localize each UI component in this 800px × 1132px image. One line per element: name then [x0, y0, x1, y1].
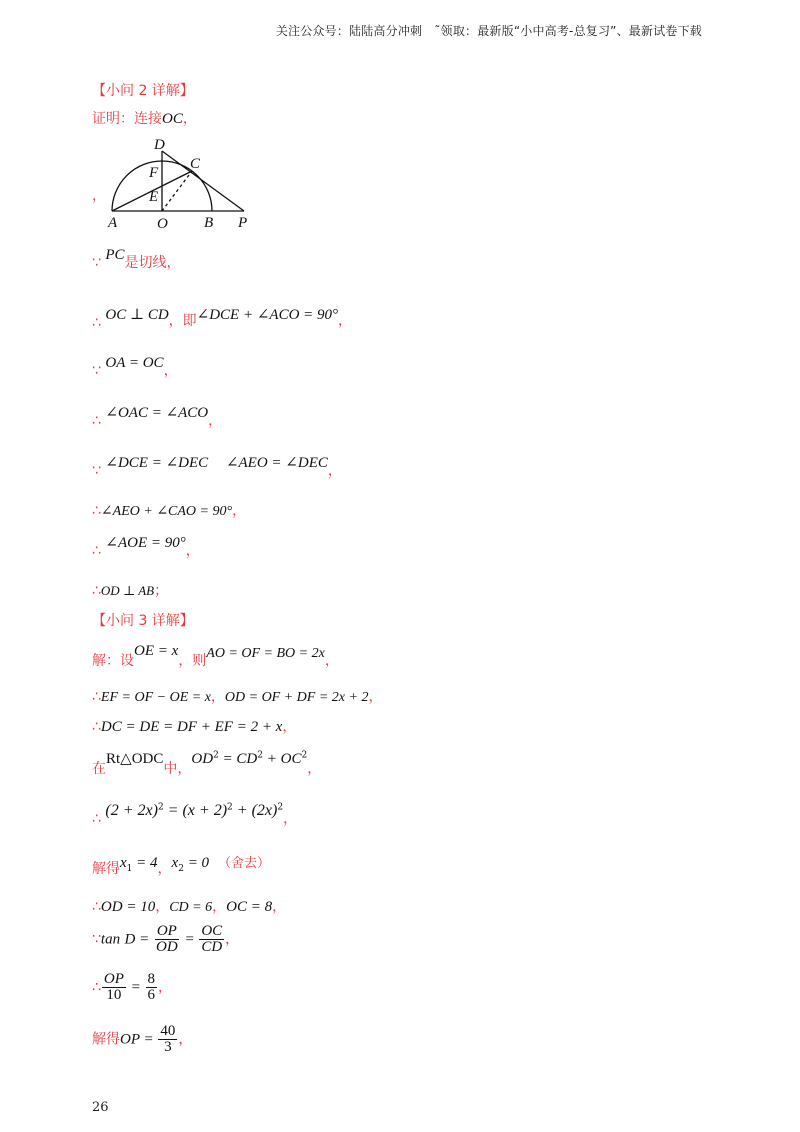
part3-title: 【小问 3 详解】	[92, 613, 194, 629]
step-perpendicular-end: ，	[338, 313, 353, 329]
numerator: 8	[147, 971, 156, 987]
sol-roots-prefix: 解得	[92, 861, 120, 877]
sol-equation	[92, 800, 298, 827]
step-angle-oac	[92, 402, 223, 429]
page-number: 26	[92, 1100, 109, 1115]
step-tangent-text: 是切线，	[124, 255, 181, 271]
sol-roots-x2: x	[171, 855, 179, 871]
sol-let-expr2: AO = OF = BO = 2x	[206, 646, 325, 661]
therefore-symbol: ∴	[92, 543, 101, 559]
subscript-2: 2	[178, 863, 184, 874]
sol-result	[92, 1024, 192, 1055]
step-angle-aoe	[92, 532, 200, 559]
figure-comma: ，	[92, 188, 106, 204]
sol-tan-fn: tan	[100, 931, 121, 948]
segment-oc-dashed	[162, 171, 192, 211]
sol-pythagoras-end: ，	[307, 761, 322, 777]
therefore-symbol: ∴	[92, 315, 101, 331]
square-exponent: 2	[277, 802, 284, 813]
numerator: OC	[201, 923, 223, 939]
step-perpendicular-expr1: OC ⊥ CD	[105, 307, 169, 323]
sol-ef-sep: ，	[210, 689, 225, 705]
sol-tan	[92, 924, 239, 955]
sol-roots-sep: ，	[157, 861, 172, 877]
step-angle-sum-end: ，	[232, 503, 247, 519]
sol-result-expr: OP =	[120, 1031, 158, 1048]
sol-pythagoras-triangle: Rt△ODC	[106, 751, 164, 767]
step-angle-sum	[92, 500, 246, 520]
fraction-op-od	[154, 924, 180, 955]
step-angle-sum-expr: ∠AEO + ∠CAO = 90°	[100, 504, 233, 519]
therefore-symbol: ∴	[92, 811, 101, 827]
step-perpendicular-mid: ，即	[168, 313, 197, 329]
sol-pythagoras-od: OD	[191, 751, 214, 767]
therefore-symbol: ∴	[92, 583, 101, 599]
square-exponent: 2	[157, 802, 164, 813]
sol-result-end: ，	[178, 1031, 193, 1048]
because-symbol: ∵	[92, 255, 101, 271]
proof-prefix: 证明：连接	[92, 111, 162, 127]
sol-roots-x1: x	[120, 855, 127, 871]
sol-pythagoras	[92, 748, 322, 777]
step-angle-oac-end: ，	[208, 413, 223, 429]
sol-proportion-end: ，	[158, 979, 173, 996]
sol-values-cd: CD = 6	[169, 900, 213, 915]
square-exponent: 2	[301, 750, 308, 761]
label-a: A	[108, 215, 118, 231]
step-angle-aoe-end: ，	[185, 543, 200, 559]
sol-equation-left: (2 + 2x)	[105, 802, 158, 819]
proof-oc: OC	[162, 111, 183, 127]
sol-equation-mid2: + (2x)	[232, 802, 278, 819]
sol-values	[92, 896, 286, 916]
label-o: O	[157, 216, 168, 232]
therefore-symbol: ∴	[92, 719, 101, 735]
denominator: 3	[164, 1039, 172, 1055]
sol-dc-end: ，	[282, 719, 297, 735]
label-b: B	[204, 215, 214, 231]
step-oa-oc-end: ，	[163, 363, 178, 379]
sol-values-od: OD = 10	[100, 899, 156, 915]
numerator: OP	[103, 971, 124, 987]
step-tangent	[92, 247, 181, 272]
step-perpendicular	[92, 304, 353, 331]
sol-proportion	[92, 972, 172, 1003]
label-c: C	[190, 156, 201, 172]
therefore-symbol: ∴	[92, 503, 101, 519]
therefore-symbol: ∴	[92, 979, 101, 996]
square-exponent: 2	[257, 750, 263, 761]
sol-values-sep2: ，	[212, 899, 227, 915]
sol-dc	[92, 716, 296, 736]
label-e: E	[149, 189, 159, 205]
sol-roots	[92, 852, 270, 877]
segment-dp	[162, 151, 244, 211]
sol-dc-expr: DC = DE = DF + EF = 2 + x	[100, 719, 283, 735]
step-angle-aoe-expr: ∠AOE = 90°	[105, 535, 186, 551]
sol-let	[92, 640, 339, 669]
subscript-1: 1	[126, 863, 133, 874]
sol-tan-d: D =	[124, 931, 154, 948]
sol-ef	[92, 686, 382, 706]
square-exponent: 2	[227, 802, 233, 813]
denominator: CD	[201, 939, 223, 955]
sol-let-end: ，	[324, 653, 339, 669]
step-angle-oac-expr: ∠OAC = ∠ACO	[105, 405, 209, 421]
therefore-symbol: ∴	[92, 689, 101, 705]
page-header: 关注公众号：陆陆高分冲刺 ˜领取：最新版“小中高考-总复习”、最新试卷下载	[275, 24, 702, 38]
denominator: OD	[156, 939, 178, 955]
label-f: F	[149, 165, 159, 181]
numerator: OP	[156, 923, 177, 939]
fraction-oc-cd	[199, 924, 224, 955]
because-symbol: ∵	[92, 463, 101, 479]
sol-result-prefix: 解得	[92, 1031, 120, 1048]
step-perpendicular-expr2: ∠DCE + ∠ACO = 90°	[196, 307, 339, 323]
sol-pythagoras-cd: = CD	[218, 751, 258, 767]
fraction-40-3	[158, 1024, 177, 1055]
sol-pythagoras-oc: + OC	[263, 751, 302, 767]
step-od-ab-end: ；	[154, 583, 169, 599]
sol-roots-v1: = 4	[132, 855, 158, 871]
sol-equation-end: ，	[283, 811, 298, 827]
geometry-figure	[104, 135, 264, 235]
proof-intro	[92, 108, 197, 128]
step-angle-dce-expr1: ∠DCE = ∠DEC	[105, 455, 209, 471]
sol-values-sep3: ，	[272, 899, 287, 915]
denominator: 10	[106, 987, 122, 1003]
sol-roots-note: （舍去）	[217, 856, 270, 871]
equals-sign: =	[126, 979, 145, 996]
sol-ef-expr1: EF = OF − OE = x	[100, 690, 211, 705]
step-od-ab	[92, 580, 168, 600]
sol-ef-end: ，	[368, 689, 383, 705]
sol-let-prefix: 解：设	[92, 653, 134, 669]
numerator: 40	[160, 1023, 176, 1039]
fraction-op-10	[102, 972, 126, 1003]
square-exponent: 2	[213, 750, 219, 761]
sol-pythagoras-prefix: 在	[92, 761, 106, 777]
label-d: D	[154, 137, 165, 153]
sol-ef-expr2: OD = OF + DF = 2x + 2	[224, 690, 369, 705]
step-angle-dce-expr2: ∠AEO = ∠DEC	[225, 455, 328, 471]
step-angle-dce	[92, 452, 342, 479]
sol-pythagoras-mid: 中，	[163, 761, 192, 777]
step-oa-oc	[92, 352, 178, 379]
sol-equation-mid1: = (x + 2)	[163, 802, 228, 819]
step-oa-oc-expr: OA = OC	[105, 355, 164, 371]
label-p: P	[238, 215, 248, 231]
because-symbol: ∵	[92, 363, 101, 379]
sol-values-sep1: ，	[155, 899, 170, 915]
equals-sign: =	[180, 931, 199, 948]
sol-let-mid: ，则	[178, 653, 207, 669]
step-angle-dce-end: ，	[327, 463, 342, 479]
step-tangent-expr: PC	[105, 247, 125, 263]
sol-tan-end: ，	[225, 931, 240, 948]
denominator: 6	[147, 987, 156, 1003]
therefore-symbol: ∴	[92, 413, 101, 429]
proof-comma: ，	[182, 111, 197, 127]
therefore-symbol: ∴	[92, 899, 101, 915]
part2-title: 【小问 2 详解】	[92, 83, 194, 99]
step-od-ab-expr: OD ⊥ AB	[100, 583, 155, 598]
because-symbol: ∵	[92, 931, 101, 948]
fraction-8-6	[146, 972, 158, 1003]
sol-roots-v2: = 0	[183, 855, 210, 871]
sol-values-oc: OC = 8	[226, 899, 273, 915]
sol-let-expr1: OE = x	[134, 643, 179, 659]
